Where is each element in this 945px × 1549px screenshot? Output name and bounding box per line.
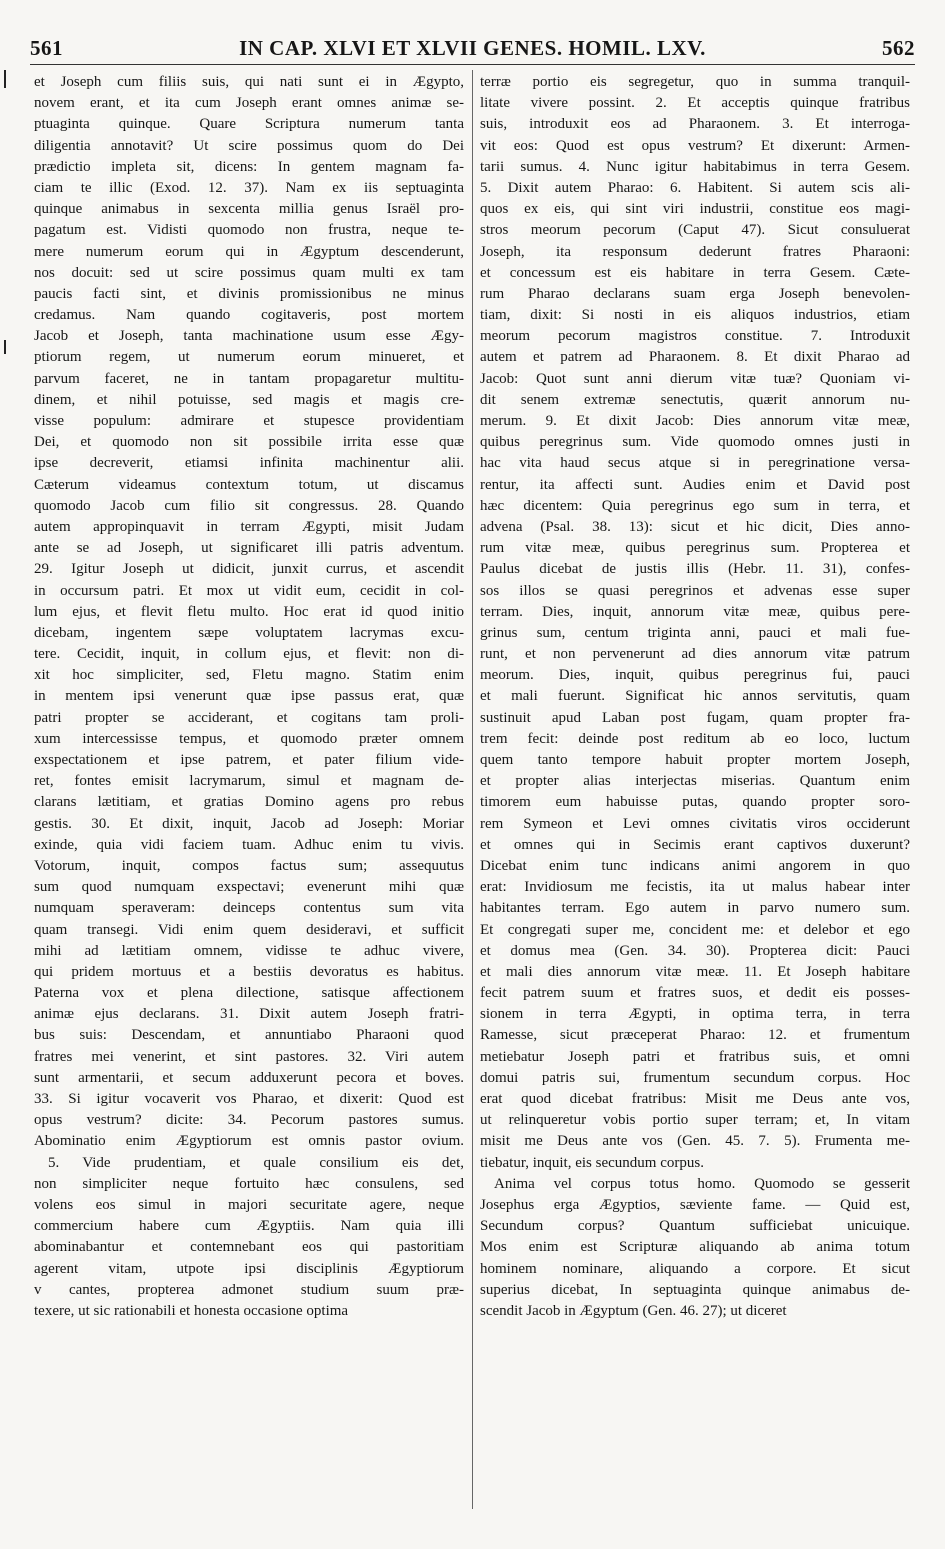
text-line: Secundum corpus? Quantum sufficiebat unicuique. xyxy=(480,1218,910,1235)
text-line: et concessum est eis habitare in terra Gesem. Cæte- xyxy=(480,264,910,281)
text-line: habitantes terram. Ego autem in parvo numero sum. xyxy=(480,900,910,917)
text-line: rentur, ita affecti sunt. Audies enim et David post xyxy=(480,476,910,493)
text-line: credamus. Nam quando cogitaveris, post mortem xyxy=(34,307,464,324)
text-line: opus vestrum? dicite: 34. Pecorum pastores sumus. xyxy=(34,1112,464,1129)
text-line: Paterna vox et plena dilectione, satisque affectionem xyxy=(34,985,464,1002)
text-line: pagatum est. Vidisti quomodo non frustra, neque te- xyxy=(34,222,464,239)
text-line: quomodo Jacob cum filio sit congressus. 28. Quando xyxy=(34,497,464,514)
header-rule xyxy=(30,64,915,65)
text-line: tere. Cecidit, inquit, in collum ejus, et flevit: non di- xyxy=(34,646,464,663)
text-line: 29. Igitur Joseph ut didicit, junxit currus, et ascendit xyxy=(34,561,464,578)
text-line: et mali fuerunt. Significat hic annos servitutis, quam xyxy=(480,688,910,705)
text-line: rum Pharao declarans suam erga Joseph benevolen- xyxy=(480,285,910,302)
text-line: xit hoc simpliciter, sed, Fletu magno. Statim enim xyxy=(34,667,464,684)
text-line: 5. Vide prudentiam, et quale consilium eis det, xyxy=(48,1154,464,1171)
text-line: texere, ut sic rationabili et honesta occasione optima xyxy=(34,1302,349,1319)
text-line: exspectationem et ipse patrem, et pater filium vide- xyxy=(34,752,464,768)
text-line: Joseph, ita responsum dederunt fratres Pharaoni: xyxy=(480,243,910,260)
text-line: et omnes qui in Secimis erant captivos duxerunt? xyxy=(480,836,910,853)
running-header xyxy=(30,36,915,66)
text-line: Jacob et Joseph, tanta machinatione usum esse Ægy- xyxy=(34,328,464,345)
text-line: quem tanto tempore habuit propter mortem Joseph, xyxy=(480,752,910,768)
text-line: runt, et non pervenerunt ad dies annorum vitæ patrum xyxy=(480,646,910,663)
text-line: quibus peregrinus sum. Vide quomodo omnes justi in xyxy=(480,434,910,451)
text-line: vit eos: Quod est opus vestrum? Et dixerunt: Armen- xyxy=(480,137,910,154)
text-line: tiam, dixit: Si nosti in eis aliquos industrios, etiam xyxy=(480,307,910,324)
text-line: advena (Psal. 38. 13): sicut et hic dicit, Dies anno- xyxy=(480,518,910,535)
text-line: novem erant, et ita cum Joseph erant omnes animæ se- xyxy=(34,95,464,112)
text-line: diligentia annotavit? Ut scire possimus quom do Dei xyxy=(34,137,464,154)
text-line: hac vita haud secus atque si in peregrinatione versa- xyxy=(480,455,910,472)
text-line: stros meorum pecorum (Caput 47). Sicut consuluerat xyxy=(480,222,910,239)
text-line: xum intercessisse tempus, et quomodo præter omnem xyxy=(34,730,464,747)
page-number-left: 561 xyxy=(30,36,63,60)
text-line: exinde, quia vidi faciem tuam. Adhuc enim tu vivis. xyxy=(34,836,464,853)
text-line: timorem eum habuisse putas, quando propter soro- xyxy=(480,794,910,811)
text-line: trem fecit: deinde post reditum ab eo loco, luctum xyxy=(480,730,910,747)
text-line: rem Symeon et Levi omnes civitatis viros occiderunt xyxy=(480,815,910,832)
text-line: Cæterum videamus contextum totum, ut discamus xyxy=(34,476,464,493)
text-line: abominabantur et contemnebant eos qui pastoritiam xyxy=(34,1239,464,1256)
text-line: et Joseph cum filiis suis, qui nati sunt ei in Ægypto, xyxy=(34,74,464,90)
text-line: superius dicebat, In septuaginta quinque animabus de- xyxy=(480,1281,910,1298)
text-line: sum quod numquam exspectavi; evenerunt mihi quæ xyxy=(34,879,464,896)
text-line: mihi ad lætitiam omnem, vidisse te adhuc vivere, xyxy=(34,942,464,959)
text-line: quam transegi. Vidi enim quem desideravi, et sufficit xyxy=(34,921,464,938)
text-line: Mos enim est Scripturæ aliquando ab anima totum xyxy=(480,1239,910,1256)
text-line: Josephus erga Ægyptios, sæviente fame. — Quid est, xyxy=(480,1196,910,1213)
text-line: quos ex eis, qui sint viri industrii, constitue eos magi- xyxy=(480,201,910,218)
text-line: Dicebat enim tunc indicans animi angorem in quo xyxy=(480,857,910,874)
text-line: ciam te illic (Exod. 12. 37). Nam ex iis septuaginta xyxy=(34,179,464,196)
text-line: in mentem ipsi venerunt quæ ipse passus erat, quæ xyxy=(34,688,464,705)
text-line: Et congregati super me, concident me: et delebor et ego xyxy=(480,921,910,938)
text-line: ret, fontes emisit lacrymarum, simul et magnam de- xyxy=(34,773,464,790)
text-line: et propter alias interjectas miserias. Quantum enim xyxy=(480,773,910,790)
text-line: tarii sumus. 4. Nunc igitur habitabimus in terra Gesem. xyxy=(480,158,910,175)
text-line: tiebatur, inquit, eis secundum corpus. xyxy=(480,1154,704,1171)
text-line: sunt armentarii, et secum adduxerunt pecora et boves. xyxy=(34,1069,464,1086)
text-line: merum. 9. Et dixit Jacob: Dies annorum vitæ meæ, xyxy=(480,413,910,429)
text-line: et mali dies annorum vitæ meæ. 11. Et Joseph habitare xyxy=(480,963,910,980)
text-line: ptuaginta quinque. Quare Scriptura numerum tanta xyxy=(34,116,464,133)
text-line: 5. Dixit autem Pharao: 6. Habitent. Si autem scis ali- xyxy=(480,179,910,196)
text-line: sustinuit apud Laban post fugam, quam propter fra- xyxy=(480,709,910,726)
text-line: fratres mei venerint, et sint pastores. 32. Viri autem xyxy=(34,1048,464,1065)
text-line: Paulus dicebat de justis illis (Hebr. 11. 31), confes- xyxy=(480,561,910,578)
text-line: rum vitæ meæ, quibus peregrinus sum. Propterea et xyxy=(480,540,910,557)
text-line: grinus sum, centum triginta anni, pauci et mali fue- xyxy=(480,624,910,641)
right-column xyxy=(480,72,910,1322)
text-line: fecit patrem suum et fratres suos, et dedit eis posses- xyxy=(480,985,910,1002)
text-line: terræ portio eis segregetur, quo in summa tranquil- xyxy=(480,74,910,90)
text-line: non simpliciter neque fortuito hæc consulens, sed xyxy=(34,1175,464,1192)
text-line: suis, introduxit eos ad Pharaonem. 3. Et interroga- xyxy=(480,116,910,133)
text-line: commercium habere cum Ægyptiis. Nam quia illi xyxy=(34,1218,464,1235)
text-line: clarans lætitiam, et gratias Domino agens pro rebus xyxy=(34,794,464,811)
text-line: paucis facti sint, et divinis promissionibus ne minus xyxy=(34,285,464,302)
text-line: autem et patrem ad Pharaonem. 8. Et dixit Pharao ad xyxy=(480,349,910,366)
left-column xyxy=(34,72,464,1322)
text-line: bus suis: Descendam, et annuntiabo Pharaoni quod xyxy=(34,1027,464,1044)
text-line: autem appropinquavit in terram Ægypti, misit Judam xyxy=(34,518,464,535)
text-line: misit me Deus ante vos (Gen. 45. 7. 5). Frumenta me- xyxy=(480,1133,910,1150)
text-line: in occursum patri. Et mox ut vidit eum, cecidit in col- xyxy=(34,582,464,599)
text-line: v cantes, propterea admonet studium suum præ- xyxy=(34,1281,464,1298)
text-line: qui pridem mortuus et a bestiis devoratus es habitus. xyxy=(34,963,464,980)
text-line: sionem in terra Ægypti, in optima terra, in terra xyxy=(480,1006,910,1023)
text-line: visse populum: admirare et stupesce providentiam xyxy=(34,413,464,429)
text-line: nos docuit: sed ut scire possimus quam multi ex tam xyxy=(34,264,464,281)
text-line: litate vivere possint. 2. Et acceptis quinque fratribus xyxy=(480,95,910,112)
text-line: metiebatur Joseph patri et fratribus suis, et omni xyxy=(480,1048,910,1065)
text-line: agerent vitam, utpote ipsi disciplinis Ægyptiorum xyxy=(34,1260,464,1277)
text-line: ante se ad Joseph, ut significaret illi patris adventum. xyxy=(34,540,464,557)
margin-mark xyxy=(4,70,6,88)
text-line: patri propter se acciderant, et cogitans tam proli- xyxy=(34,709,464,726)
text-line: quinque animabus in sexcenta millia genus Israël pro- xyxy=(34,201,464,218)
text-line: ipse decreverit, etiamsi infinita machinentur alii. xyxy=(34,455,464,472)
margin-mark xyxy=(4,340,6,354)
text-line: hæc dicentem: Quia peregrinus ego sum in terra, et xyxy=(480,497,910,514)
text-line: mere numerum eorum qui in Ægyptum descenderunt, xyxy=(34,243,464,260)
text-line: dit senem extremæ senectutis, quærit annorum nu- xyxy=(480,391,910,408)
column-divider xyxy=(472,70,473,1509)
text-line: meorum pecorum magistros constitue. 7. Introduxit xyxy=(480,328,910,345)
running-title: IN CAP. XLVI ET XLVII GENES. HOMIL. LXV. xyxy=(239,36,706,60)
text-line: scendit Jacob in Ægyptum (Gen. 46. 27); ut diceret xyxy=(480,1302,787,1319)
text-line: dinem, et nihil potuisse, sed magis et magis cre- xyxy=(34,391,464,408)
text-line: prædictio impleta sit, dicens: In gentem magnam fa- xyxy=(34,158,464,175)
text-line: 33. Si igitur vocaverit vos Pharao, et dixerit: Quod est xyxy=(34,1091,464,1107)
text-line: erat: Invidiosum me fecistis, ita ut malus habear inter xyxy=(480,879,910,896)
text-line: Abominatio enim Ægyptiorum est omnis pastor ovium. xyxy=(34,1133,464,1150)
text-line: volens eos simul in majori securitate agere, neque xyxy=(34,1196,464,1213)
text-line: terram. Dies, inquit, annorum vitæ meæ, quibus pere- xyxy=(480,603,910,620)
page-number-right: 562 xyxy=(882,36,915,60)
text-line: animæ ejus declarans. 31. Dixit autem Joseph fratri- xyxy=(34,1006,464,1023)
text-line: sos illos se quasi peregrinos et advenas esse super xyxy=(480,582,910,599)
text-line: Dei, et quomodo non sit possibile irrita esse quæ xyxy=(34,434,464,451)
text-line: Anima vel corpus totus homo. Quomodo se gesserit xyxy=(494,1175,910,1192)
text-line: Votorum, inquit, compos factus sum; assequutus xyxy=(34,857,464,874)
text-line: lum ejus, et flevit fletu multo. Hoc erat id quod initio xyxy=(34,603,464,620)
text-line: numquam speraveram: deinceps contentus sum vita xyxy=(34,900,464,917)
text-line: Ramesse, sicut præceperat Pharao: 12. et frumentum xyxy=(480,1027,910,1044)
text-line: parvum faceret, ne in tantam propagaretur multitu- xyxy=(34,370,464,387)
text-line: gestis. 30. Et dixit, inquit, Jacob ad Joseph: Moriar xyxy=(34,815,464,832)
text-line: meorum. Dies, inquit, quibus peregrinus fui, pauci xyxy=(480,667,910,684)
text-line: ut relinqueretur vobis portio super terram; et, In vitam xyxy=(480,1112,910,1129)
text-line: erat quod dicebat fratribus: Misit me Deus ante vos, xyxy=(480,1091,910,1107)
text-line: et domus mea (Gen. 34. 30). Propterea dicit: Pauci xyxy=(480,942,910,959)
text-line: dicebam, ingentem sæpe voluptatem lacrymas excu- xyxy=(34,624,464,641)
text-line: Jacob: Quot sunt anni dierum vitæ tuæ? Quoniam vi- xyxy=(480,370,910,387)
text-line: domui patris sui, frumentum secundum corpus. Hoc xyxy=(480,1069,910,1086)
text-line: hominem nominare, aliquando a corpore. Et sicut xyxy=(480,1260,910,1277)
text-line: ptiorum regem, ut numerum eorum minueret, et xyxy=(34,349,464,366)
